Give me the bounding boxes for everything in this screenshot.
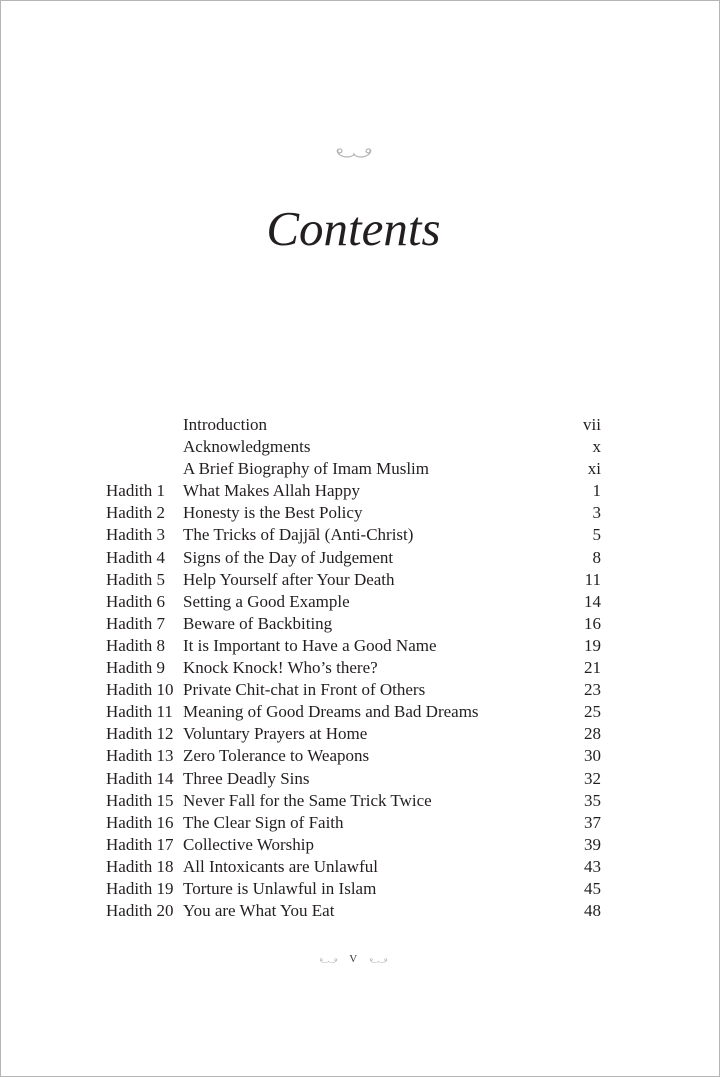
footer (106, 947, 601, 969)
toc-entry-label (106, 414, 183, 436)
toc-entry-page: 37 (584, 812, 601, 832)
toc-entry-page: 43 (584, 856, 601, 876)
toc-entry-page: x (592, 437, 601, 457)
toc-entry-label: Hadith 13 (106, 746, 174, 766)
toc-entry-title: Beware of Backbiting (183, 613, 333, 633)
toc-row (106, 458, 601, 480)
toc-entry-title: Signs of the Day of Judgement (183, 547, 394, 567)
toc-entry-page: 16 (584, 613, 601, 633)
toc-entry-page: 35 (584, 790, 601, 810)
toc-entry-page: 8 (592, 547, 601, 567)
toc-entry-label (106, 436, 183, 458)
toc-entry-title: Zero Tolerance to Weapons (183, 746, 370, 766)
toc-list (106, 414, 601, 922)
toc-row (106, 745, 601, 767)
toc-entry-label: Hadith 18 (106, 856, 174, 876)
toc-entry-label: Hadith 5 (106, 569, 166, 589)
footer-page-number: v (349, 949, 358, 966)
toc-row (106, 569, 601, 591)
toc-entry-label: Hadith 7 (106, 613, 166, 633)
toc-row (106, 834, 601, 856)
toc-row (106, 723, 601, 745)
toc-entry-label: Hadith 11 (106, 702, 173, 722)
toc-entry-label: Hadith 10 (106, 680, 174, 700)
toc-entry-title: The Clear Sign of Faith (183, 812, 344, 832)
toc-entry-label: Hadith 16 (106, 812, 174, 832)
toc-entry-title: Collective Worship (183, 834, 314, 854)
toc-entry-label: Hadith 17 (106, 834, 174, 854)
toc-row (106, 613, 601, 635)
toc-entry-label: Hadith 9 (106, 658, 166, 678)
toc-entry-title: All Intoxicants are Unlawful (183, 856, 378, 876)
toc-row (106, 480, 601, 502)
toc-entry-label: Hadith 14 (106, 768, 174, 788)
toc-entry-title: Torture is Unlawful in Islam (183, 878, 377, 898)
toc-entry-page: 32 (584, 768, 601, 788)
toc-entry-label: Hadith 12 (106, 724, 174, 744)
toc-row (106, 790, 601, 812)
toc-entry-label: Hadith 15 (106, 790, 174, 810)
toc-entry-label: Hadith 20 (106, 901, 174, 921)
toc-entry-title: The Tricks of Dajjāl (Anti-Christ) (183, 525, 414, 545)
toc-entry-label: Hadith 3 (106, 525, 166, 545)
toc-entry-title: Knock Knock! Who’s there? (183, 658, 378, 678)
toc-entry-page: 48 (584, 901, 601, 921)
toc-row (106, 591, 601, 613)
toc-row (106, 900, 601, 922)
toc-entry-title: Help Yourself after Your Death (183, 569, 395, 589)
toc-entry-label (106, 458, 183, 480)
toc-row (106, 701, 601, 723)
toc-entry-page: 5 (592, 525, 601, 545)
toc-row (106, 635, 601, 657)
footer-left-flourish-ornament-icon (317, 953, 340, 963)
toc-row (106, 878, 601, 900)
toc-row (106, 679, 601, 701)
toc-row (106, 547, 601, 569)
toc-row (106, 657, 601, 679)
toc-entry-page: xi (587, 459, 601, 479)
toc-entry-page: 45 (584, 878, 601, 898)
toc-entry-title: It is Important to Have a Good Name (183, 635, 437, 655)
toc-row (106, 502, 601, 524)
toc-entry-label: Hadith 1 (106, 481, 166, 501)
toc-entry-title: Introduction (183, 415, 268, 434)
toc-entry-label: Hadith 2 (106, 503, 166, 523)
toc-entry-label: Hadith 8 (106, 635, 166, 655)
toc-row (106, 524, 601, 546)
toc-entry-page: 1 (592, 481, 601, 501)
toc-entry-page: 23 (584, 680, 601, 700)
footer-right-flourish-ornament-icon (367, 953, 390, 963)
toc-entry-page: 19 (584, 635, 601, 655)
toc-row (106, 856, 601, 878)
toc-entry-title: Voluntary Prayers at Home (183, 724, 368, 744)
toc-entry-title: Three Deadly Sins (183, 768, 310, 788)
toc-entry-label: Hadith 6 (106, 591, 166, 611)
toc-row (106, 768, 601, 790)
toc-entry-title: Meaning of Good Dreams and Bad Dreams (183, 702, 479, 722)
toc-entry-page: vii (583, 415, 601, 434)
toc-entry-title: What Makes Allah Happy (183, 481, 361, 501)
toc-entry-page: 25 (584, 702, 601, 722)
toc-entry-title: A Brief Biography of Imam Muslim (183, 459, 430, 479)
toc-entry-label: Hadith 4 (106, 547, 166, 567)
top-flourish-ornament-icon (106, 146, 601, 161)
toc-row (106, 812, 601, 834)
toc-entry-page: 28 (584, 724, 601, 744)
toc-entry-title: Setting a Good Example (183, 591, 350, 611)
toc-entry-page: 30 (584, 746, 601, 766)
toc-entry-label: Hadith 19 (106, 878, 174, 898)
toc-entry-page: 11 (584, 569, 601, 589)
toc-entry-page: 21 (584, 658, 601, 678)
toc-entry-title: Private Chit-chat in Front of Others (183, 680, 426, 700)
toc-entry-page: 14 (584, 591, 601, 611)
toc-entry-title: Acknowledgments (183, 437, 311, 457)
toc-entry-page: 3 (592, 503, 601, 523)
page-title: Contents (266, 201, 441, 256)
toc-row (106, 414, 601, 436)
toc-entry-title: Never Fall for the Same Trick Twice (183, 790, 432, 810)
toc-entry-title: Honesty is the Best Policy (183, 503, 363, 523)
toc-entry-title: You are What You Eat (183, 901, 335, 921)
toc-entry-page: 39 (584, 834, 601, 854)
toc-row (106, 436, 601, 458)
